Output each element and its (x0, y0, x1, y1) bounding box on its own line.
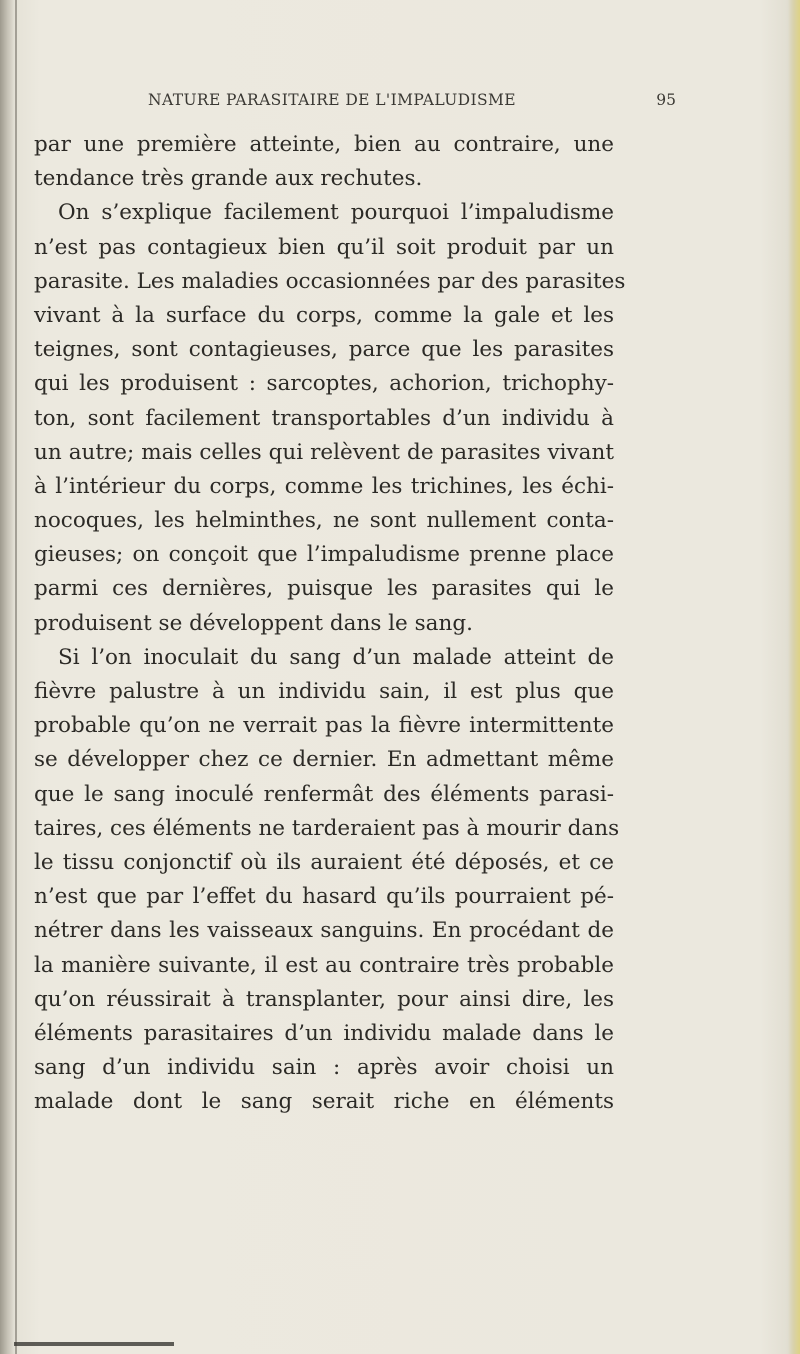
text-line: que le sang inoculé renfermât des éléments parasi- (34, 781, 614, 807)
text-line: un autre; mais celles qui relèvent de parasites vivant (34, 439, 614, 465)
text-line: vivant à la surface du corps, comme la gale et les (34, 302, 614, 328)
text-line: teignes, sont contagieuses, parce que les parasites (34, 337, 614, 363)
page-number: 95 (656, 91, 676, 109)
text-line: se développer chez ce dernier. En admettant même (34, 747, 614, 773)
text-line: le tissu conjonctif où ils auraient été déposés, et ce (34, 849, 614, 875)
text-line: produisent se développent dans le sang. (34, 610, 473, 636)
text-line: ton, sont facilement transportables d’un individu à (34, 405, 614, 431)
text-line: malade dont le sang serait riche en éléments (34, 1089, 614, 1115)
text-line: gieuses; on conçoit que l’impaludisme prenne place (34, 542, 614, 568)
text-line: nétrer dans les vaisseaux sanguins. En procédant de (34, 918, 614, 944)
text-line: n’est que par l’effet du hasard qu’ils pourraient pé- (34, 884, 614, 910)
text-line: On s’explique facilement pourquoi l’impaludisme (58, 200, 614, 226)
page-right-edge (788, 0, 800, 1354)
page-bottom-mark (14, 1342, 174, 1346)
text-line: la manière suivante, il est au contraire très probable (34, 952, 614, 978)
text-line: probable qu’on ne verrait pas la fièvre intermittente (34, 713, 614, 739)
text-line: fièvre palustre à un individu sain, il est plus que (34, 679, 614, 704)
text-line: éléments parasitaires d’un individu malade dans le (34, 1020, 614, 1046)
text-line: n’est pas contagieux bien qu’il soit produit par un (34, 234, 614, 260)
text-line: taires, ces éléments ne tarderaient pas à mourir dans (34, 815, 620, 841)
text-line: parasite. Les maladies occasionnées par des parasites (34, 268, 626, 294)
text-line: nocoques, les helminthes, ne sont nullement conta- (34, 508, 614, 534)
text-line: à l’intérieur du corps, comme les trichines, les échi- (34, 473, 614, 499)
running-head (60, 91, 740, 115)
text-line: parmi ces dernières, puisque les parasites qui le (34, 576, 614, 602)
text-line: par une première atteinte, bien au contraire, une (34, 132, 614, 157)
binding-edge-line (15, 0, 17, 1354)
body-text (34, 128, 626, 1119)
text-line: qu’on réussirait à transplanter, pour ainsi dire, les (34, 986, 614, 1012)
text-line: qui les produisent : sarcoptes, achorion, trichophy- (34, 371, 614, 397)
text-line: tendance très grande aux rechutes. (34, 166, 423, 192)
running-title: NATURE PARASITAIRE DE L'IMPALUDISME (148, 91, 517, 109)
binding-shadow (0, 0, 14, 1354)
text-line: Si l’on inoculait du sang d’un malade atteint de (58, 644, 614, 670)
text-line: sang d’un individu sain : après avoir choisi un (34, 1055, 614, 1081)
